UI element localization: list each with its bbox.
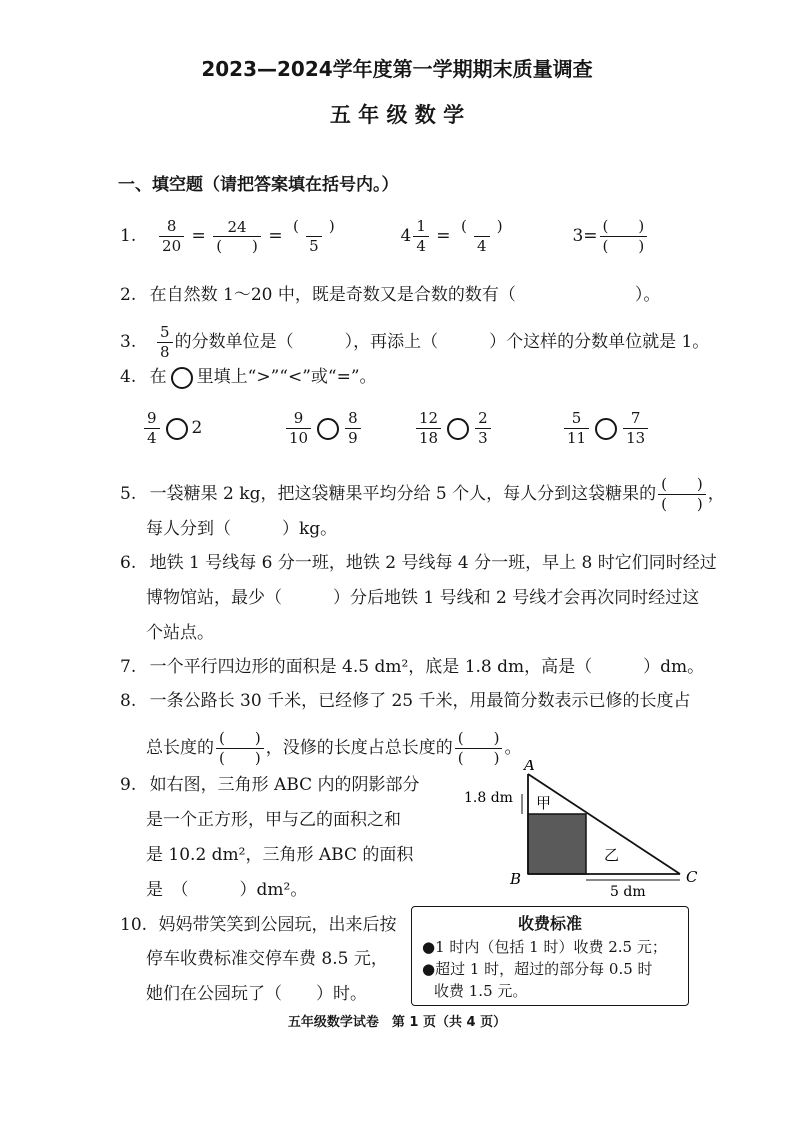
page-title: 2023—2024学年度第一学期期末质量调查	[201, 57, 593, 81]
fraction: $\frac{( )}{5}$	[292, 217, 335, 255]
fraction: $\frac{( )}{4}$	[460, 217, 503, 255]
label-a: A	[524, 760, 535, 774]
fee-rule-2: ●超过 1 时，超过的部分每 0.5 时	[422, 960, 653, 978]
fraction: $\frac{24}{( )}$	[213, 219, 261, 255]
question-4-item-4: $\frac{5}{11}$ $\frac{7}{13}$	[562, 410, 650, 447]
question-1: 1. $\frac{8}{20}$ = $\frac{24}{( )}$ = $\frac{( )}{5}$ 4 $\frac{1}{4}$ = $\frac{( )}{4}$ 3= $\frac{( )}{( )}$	[120, 218, 649, 255]
circle-icon	[171, 367, 193, 389]
question-number: 6.	[120, 553, 137, 573]
question-5: 5. 一袋糖果 2 kg，把这袋糖果平均分给 5 个人，每人分到这袋糖果的 $\frac{( )}{( )}$ ，	[120, 475, 725, 513]
question-2: 2. 在自然数 1～20 中，既是奇数又是合数的数有（ ）。	[120, 285, 661, 305]
fee-box-title: 收费标准	[517, 914, 582, 933]
question-6-line-3: 个站点。	[146, 623, 214, 643]
fee-standard-box	[411, 906, 689, 1006]
fraction: $\frac{5}{8}$	[157, 324, 173, 361]
label-side: 1.8 dm	[464, 790, 513, 806]
page-footer: 五年级数学试卷 第 1 页（共 4 页）	[287, 1015, 507, 1030]
question-number: 10.	[120, 915, 148, 935]
label-jia: 甲	[536, 794, 552, 812]
fraction: $\frac{1}{4}$	[413, 218, 429, 255]
fraction: $\frac{( )}{( )}$	[658, 476, 706, 513]
shaded-square	[528, 814, 586, 874]
question-4-item-1: $\frac{9}{4}$ 2	[142, 410, 202, 447]
question-number: 3.	[120, 332, 137, 352]
question-10-line-2: 停车收费标准交停车费 8.5 元，	[146, 949, 388, 969]
question-10-line-3: 她们在公园玩了（ ）时。	[146, 984, 367, 1004]
question-9-line-3: 是 10.2 dm²，三角形 ABC 的面积	[146, 845, 414, 865]
question-10: 10. 妈妈带笑笑到公园玩，出来后按	[120, 915, 397, 935]
compare-circle[interactable]	[317, 418, 339, 440]
section-heading: 一、填空题（请把答案填在括号内。）	[118, 175, 399, 195]
question-number: 2.	[120, 285, 137, 305]
fraction: $\frac{8}{20}$	[159, 218, 184, 255]
label-b: B	[510, 870, 522, 888]
question-9-line-4: 是 （ ）dm²。	[146, 880, 308, 900]
question-number: 4.	[120, 367, 137, 387]
page-subtitle: 五 年 级 数 学	[329, 103, 465, 127]
compare-circle[interactable]	[447, 418, 469, 440]
fee-rule-1: ●1 时内（包括 1 时）收费 2.5 元；	[422, 938, 667, 956]
label-c: C	[686, 868, 698, 886]
question-4: 4. 在 里填上“>”“<”或“=”。	[120, 367, 377, 387]
question-number: 5.	[120, 484, 137, 504]
question-8-line-2: 总长度的 $\frac{( )}{( )}$ ，没修的长度占总长度的 $\frac{( )}{( )}$ 。	[146, 729, 522, 767]
question-number: 1.	[120, 226, 137, 246]
question-3: 3. $\frac{5}{8}$ 的分数单位是（ ），再添上（ ）个这样的分数单位就是 1。	[120, 323, 710, 361]
question-4-item-3: $\frac{12}{18}$ $\frac{2}{3}$	[414, 410, 493, 447]
question-5-line-2: 每人分到（ ）kg。	[146, 519, 338, 539]
question-4-item-2: $\frac{9}{10}$ $\frac{8}{9}$	[284, 410, 363, 447]
triangle-abc-figure	[458, 760, 698, 900]
fraction: $\frac{( )}{( )}$	[600, 218, 648, 255]
question-8: 8. 一条公路长 30 千米，已经修了 25 千米，用最简分数表示已修的长度占	[120, 691, 691, 711]
compare-circle[interactable]	[595, 418, 617, 440]
question-number: 8.	[120, 691, 137, 711]
question-9-line-2: 是一个正方形，甲与乙的面积之和	[146, 810, 401, 830]
fee-rule-3: 收费 1.5 元。	[434, 982, 528, 1000]
question-number: 9.	[120, 775, 137, 795]
question-6-line-2: 博物馆站，最少（ ）分后地铁 1 号线和 2 号线才会再次同时经过这	[146, 588, 700, 608]
compare-circle[interactable]	[166, 418, 188, 440]
label-yi: 乙	[604, 846, 620, 864]
question-number: 7.	[120, 657, 137, 677]
label-base: 5 dm	[610, 884, 646, 900]
question-9: 9. 如右图，三角形 ABC 内的阴影部分	[120, 775, 420, 795]
question-6: 6. 地铁 1 号线每 6 分一班，地铁 2 号线每 4 分一班，早上 8 时它们同时经过	[120, 553, 717, 573]
question-7: 7. 一个平行四边形的面积是 4.5 dm²，底是 1.8 dm，高是（ ）dm。	[120, 657, 705, 677]
